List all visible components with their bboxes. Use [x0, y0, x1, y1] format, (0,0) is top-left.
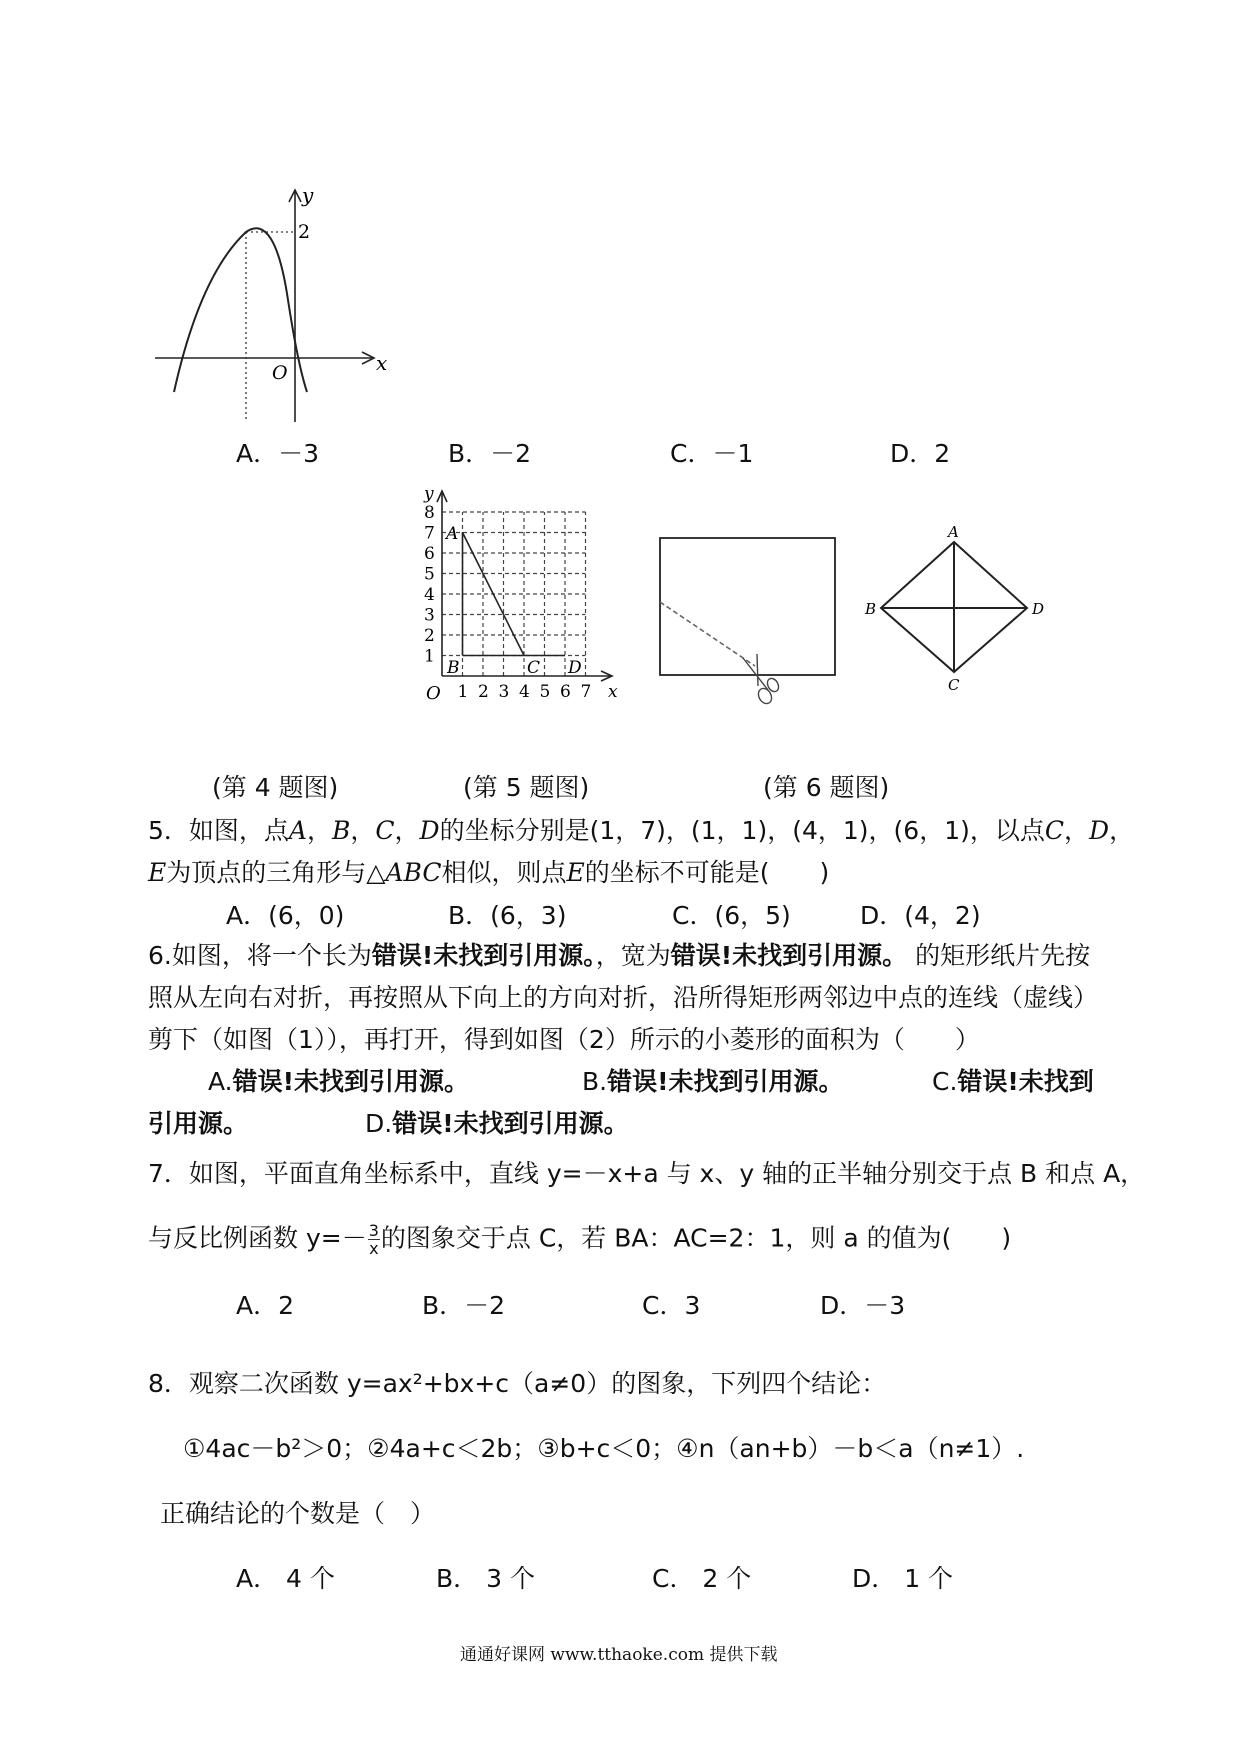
figure-q4-parabola [140, 180, 390, 430]
q8-option-d[interactable]: D． 1 个 [852, 1564, 954, 1593]
point-d-label: D [568, 658, 582, 678]
y-axis-label: y [424, 485, 434, 504]
caption-q4: (第 4 题图) [212, 773, 339, 802]
origin-label: O [272, 362, 288, 384]
q7-option-d[interactable]: D．－3 [820, 1291, 906, 1320]
figure-q5-grid [410, 485, 630, 715]
q4-option-a[interactable]: A．－3 [236, 439, 320, 468]
q5-option-c[interactable]: C．(6，5) [672, 901, 791, 930]
grid-lines [442, 512, 586, 676]
q4-option-b[interactable]: B．－2 [448, 439, 532, 468]
q4-option-d[interactable]: D．2 [890, 439, 951, 468]
figure-q6-rectangle-cut [655, 530, 855, 720]
vertex-y-label: 2 [298, 221, 311, 243]
origin-label: O [426, 683, 441, 704]
q8-line-1: 8．观察二次函数 y=ax²+bx+c（a≠0）的图象，下列四个结论： [148, 1369, 887, 1398]
q7-line-2: 与反比例函数 y=－ $\frac{3}{x}$ 的图象交于点 C，若 BA：AC=2：1，则 a 的值为( ) [148, 1221, 1012, 1258]
point-c-label: C [527, 658, 541, 678]
y-tick-label: 8 [424, 503, 435, 523]
q8-option-c[interactable]: C． 2 个 [652, 1564, 752, 1593]
q5-option-d[interactable]: D．(4，2) [860, 901, 981, 930]
x-tick-label: 2 [478, 682, 489, 702]
q5-option-a[interactable]: A．(6，0) [226, 901, 345, 930]
q6-option-c[interactable]: C.错误!未找到 [932, 1067, 1094, 1096]
x-tick-labels [458, 682, 592, 702]
q8-line-3: 正确结论的个数是（ ） [160, 1499, 436, 1528]
q5-line-2: E为顶点的三角形与△ABC相似，则点E的坐标不可能是( ) [148, 858, 830, 887]
q6-line-2: 照从左向右对折，再按照从下向上的方向对折，沿所得矩形两邻边中点的连线（虚线） [148, 983, 1099, 1012]
y-tick-label: 4 [424, 585, 435, 605]
q8-line-2: ①4ac－b²＞0；②4a+c＜2b；③b+c＜0；④n（an+b）－b＜a（n≠1）. [183, 1434, 1025, 1463]
y-tick-label: 6 [424, 544, 435, 564]
point-a-label: A [446, 524, 459, 544]
q7-option-c[interactable]: C．3 [642, 1291, 701, 1320]
vertex-c-label: C [948, 676, 960, 692]
page-footer: 通通好课网 www.tthaoke.com 提供下载 [460, 1645, 778, 1665]
point-b-label: B [447, 658, 460, 678]
y-tick-label: 3 [424, 605, 435, 626]
q6-option-a[interactable]: A.错误!未找到引用源。 [208, 1067, 470, 1096]
vertex-d-label: D [1032, 600, 1045, 618]
x-tick-label: 1 [457, 682, 469, 702]
x-axis-label: x [376, 351, 388, 375]
q5-line-1: 5．如图，点A，B，C，D的坐标分别是(1，7)，(1，1)，(4，1)，(6，1)，以点C，D， [148, 816, 1135, 845]
q6-option-c-continued: 引用源。 [148, 1109, 249, 1138]
vertex-a-label: A [948, 523, 959, 541]
cut-dashed-line [660, 602, 755, 666]
figure-q6-rhombus [862, 522, 1062, 692]
y-tick-label: 7 [424, 523, 435, 544]
x-tick-label: 4 [519, 682, 530, 702]
y-tick-labels [424, 503, 435, 667]
caption-q5: (第 5 题图) [463, 773, 590, 802]
q6-option-d[interactable]: D.错误!未找到引用源。 [365, 1109, 629, 1138]
q6-line-3: 剪下（如图（1）），再打开，得到如图（2）所示的小菱形的面积为（ ） [148, 1025, 980, 1054]
x-tick-label: 3 [498, 682, 510, 702]
y-tick-label: 5 [424, 564, 435, 585]
y-tick-label: 2 [424, 626, 435, 646]
caption-q6: (第 6 题图) [763, 773, 890, 802]
x-tick-label: 7 [580, 682, 592, 702]
vertex-b-label: B [865, 600, 877, 618]
y-tick-label: 1 [424, 646, 435, 667]
q5-option-b[interactable]: B．(6，3) [448, 901, 567, 930]
q8-option-a[interactable]: A． 4 个 [236, 1564, 335, 1593]
q8-option-b[interactable]: B． 3 个 [436, 1564, 535, 1593]
q4-option-c[interactable]: C．－1 [670, 439, 754, 468]
paper-rectangle [660, 538, 835, 675]
q6-option-b[interactable]: B.错误!未找到引用源。 [582, 1067, 844, 1096]
y-axis-label: y [302, 183, 314, 207]
x-tick-label: 6 [560, 682, 571, 702]
q7-option-a[interactable]: A．2 [236, 1291, 295, 1320]
x-tick-label: 5 [539, 682, 551, 702]
q7-line-1: 7．如图，平面直角坐标系中，直线 y=－x+a 与 x、y 轴的正半轴分别交于点 B 和点 A， [148, 1159, 1146, 1188]
fraction-3-over-x: $\frac{3}{x}$ [368, 1221, 379, 1258]
q7-option-b[interactable]: B．－2 [422, 1291, 506, 1320]
q6-line-1: 6.如图，将一个长为错误!未找到引用源。，宽为错误!未找到引用源。 的矩形纸片先按 [148, 941, 1091, 970]
x-axis-label: x [608, 682, 618, 702]
